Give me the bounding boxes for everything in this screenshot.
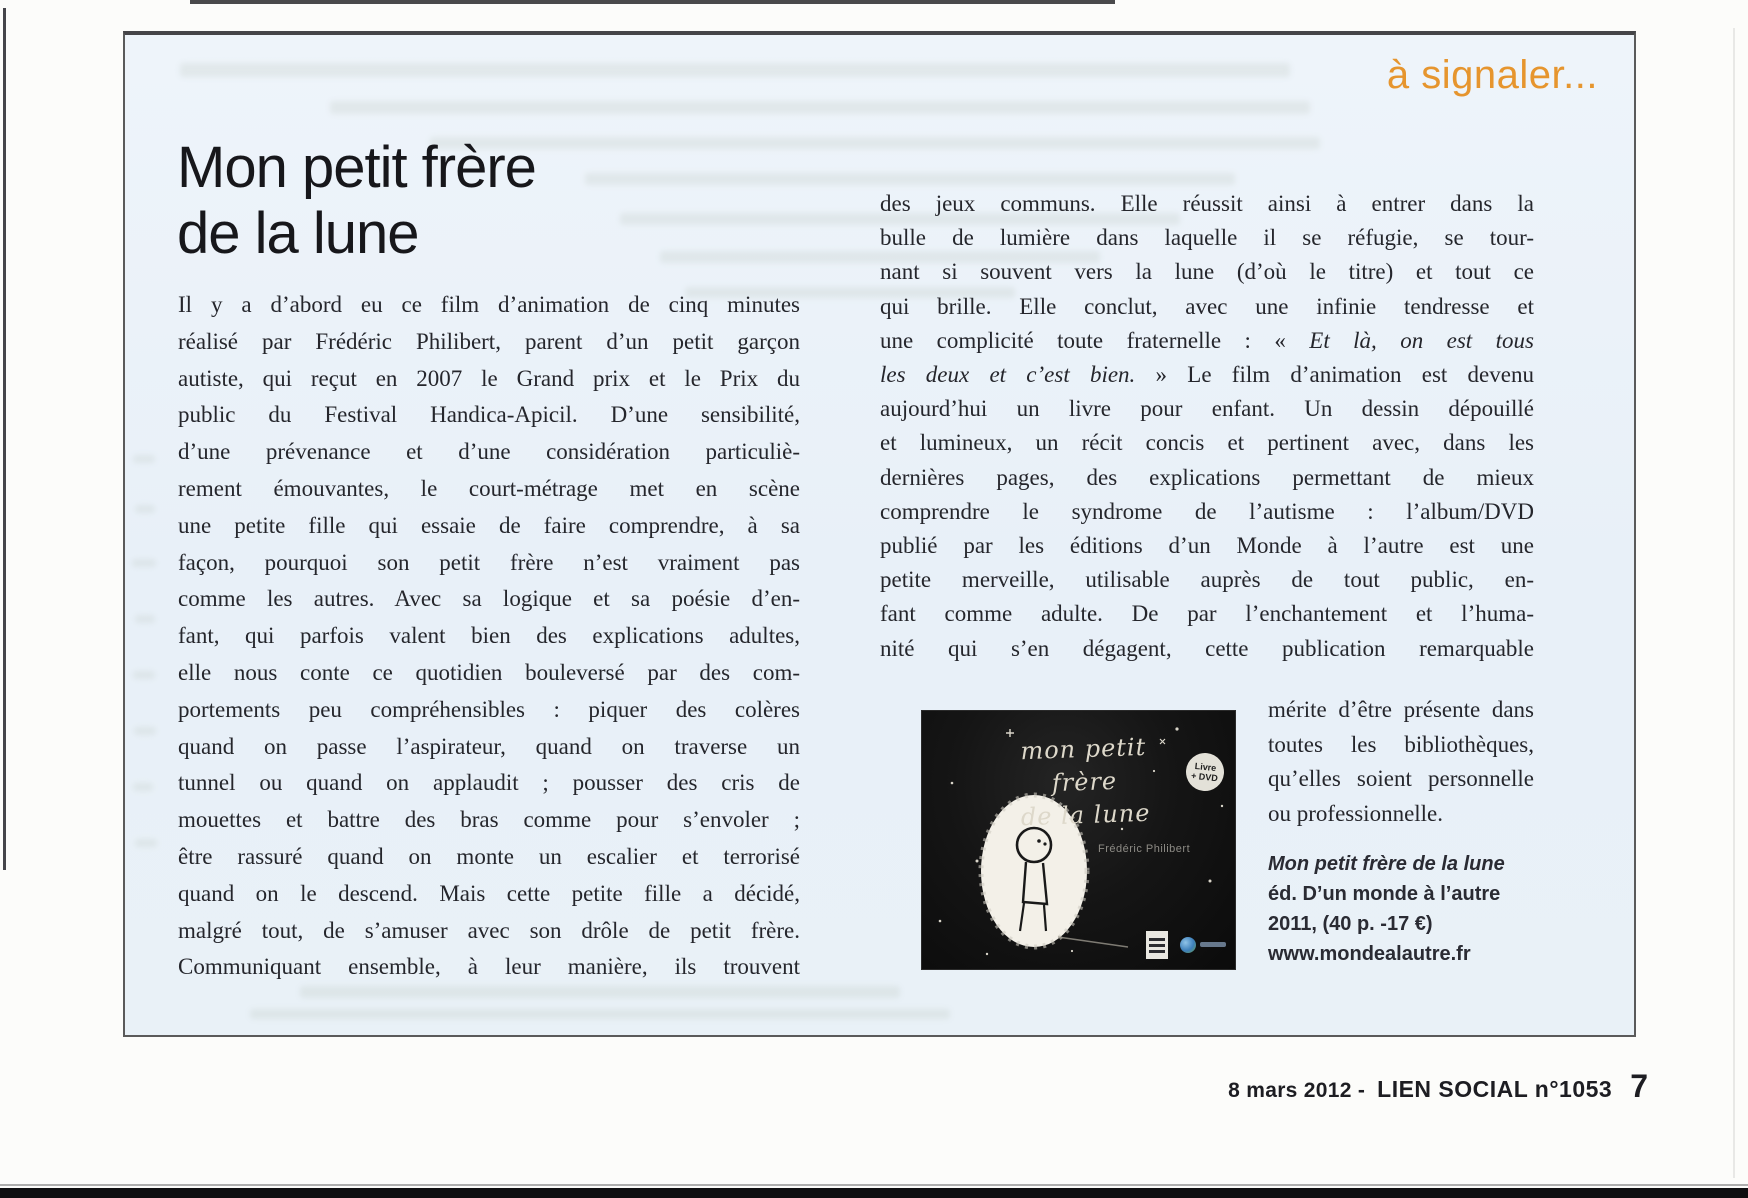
article-title xyxy=(177,135,536,267)
bleedthrough-artifact xyxy=(585,173,1235,185)
caption-year-pages-price: 2011, (40 p. -17 €) xyxy=(1268,913,1433,935)
text-line: des jeux communs. Elle réussit ainsi à entrer dans la xyxy=(880,191,1534,216)
publisher-logo-icon xyxy=(1146,931,1168,959)
text-line: publié par les éditions d’un Monde à l’autre est une xyxy=(880,533,1534,559)
text-line: réalisé par Frédéric Philibert, parent d’un petit garçon xyxy=(178,328,800,354)
text-line: mérite d’être présente dans xyxy=(1268,697,1534,722)
article-right-column xyxy=(880,187,1534,666)
text-line: petite merveille, utilisable auprès de tout public, en- xyxy=(880,567,1534,593)
text-line: et lumineux, un récit concis et pertinent avec, dans les xyxy=(880,430,1534,456)
caption-publisher: éd. D’un monde à l’autre xyxy=(1268,883,1501,905)
footer-page-number: 7 xyxy=(1630,1068,1648,1104)
scan-bottom-bar xyxy=(0,1188,1748,1198)
bleedthrough-artifact xyxy=(135,615,155,623)
text-line: qu’elles soient personnelle xyxy=(1268,766,1534,791)
scan-edge-artifact xyxy=(190,0,1115,4)
cover-author: Frédéric Philibert xyxy=(1098,843,1191,855)
text-line: ou professionnelle. xyxy=(1268,800,1444,826)
caption-book-title: Mon petit frère de la lune xyxy=(1268,853,1505,875)
text-line: comprendre le syndrome de l’autisme : l’album/DVD xyxy=(880,498,1534,524)
text-line: dernières pages, des explications permettant de mieux xyxy=(880,464,1534,490)
bleedthrough-artifact xyxy=(133,783,153,791)
footer-date: 8 mars 2012 - xyxy=(1228,1079,1366,1102)
text-line: malgré tout, de s’amuser avec son drôle de petit frère. xyxy=(178,917,800,943)
bleedthrough-artifact xyxy=(330,101,1310,114)
text-line: façon, pourquoi son petit frère n’est vraiment pas xyxy=(178,549,800,575)
text-line: public du Festival Handica-Apicil. D’une sensibilité, xyxy=(178,402,800,428)
bleedthrough-artifact xyxy=(300,986,900,998)
text-line: mouettes et battre des bras comme pour s’envoler ; xyxy=(178,807,800,833)
scan-edge-artifact xyxy=(1733,28,1735,1178)
text-line: comme les autres. Avec sa logique et sa poésie d’en- xyxy=(178,586,800,612)
bleedthrough-artifact xyxy=(135,839,157,847)
bleedthrough-artifact xyxy=(133,671,155,679)
text-line: Il y a d’abord eu ce film d’animation de cinq minutes xyxy=(178,292,800,317)
text-line: portements peu compréhensibles : piquer des colères xyxy=(178,696,800,722)
text-line: toutes les bibliothèques, xyxy=(1268,731,1534,757)
bleedthrough-artifact xyxy=(430,137,1320,149)
text-line: nant si souvent vers la lune (d’où le titre) et tout ce xyxy=(880,259,1534,285)
page-footer xyxy=(1228,1068,1648,1105)
cover-title xyxy=(990,730,1178,835)
text-line: aujourd’hui un livre pour enfant. Un dessin dépouillé xyxy=(880,396,1534,422)
cover-title-line1: mon petit frère xyxy=(1019,732,1147,798)
bleedthrough-artifact xyxy=(180,63,1290,77)
bleedthrough-artifact xyxy=(134,727,156,735)
text-line: une complicité toute fraternelle : « Et là, on est tous xyxy=(880,327,1534,353)
cover-title-line2: de la lune xyxy=(1020,798,1151,832)
article-left-column xyxy=(178,287,800,986)
scan-edge-artifact xyxy=(0,1184,1748,1186)
text-line: les deux et c’est bien. » Le film d’animation est devenu xyxy=(880,362,1534,388)
dvd-partner-logo-icon xyxy=(1180,937,1196,953)
text-line: Communiquant ensemble, à leur manière, ils trouvent xyxy=(178,954,800,980)
caption-website: www.mondealautre.fr xyxy=(1268,943,1471,965)
scan-edge-artifact xyxy=(3,8,6,870)
text-line: fant, qui parfois valent bien des explications adultes, xyxy=(178,623,800,649)
bleedthrough-artifact xyxy=(133,455,155,463)
partner-logo-text-artifact xyxy=(1200,942,1226,947)
text-line: fant comme adulte. De par l’enchantement et l’huma- xyxy=(880,601,1534,627)
book-reference-caption xyxy=(1268,849,1548,969)
badge-line2: + DVD xyxy=(1190,770,1219,784)
text-line: tunnel ou quand on applaudit ; pousser des cris de xyxy=(178,770,800,796)
text-line: qui brille. Elle conclut, avec une infinie tendresse et xyxy=(880,293,1534,319)
text-line: quand on le descend. Mais cette petite fille a décidé, xyxy=(178,880,800,906)
book-cover-image xyxy=(922,711,1235,969)
text-line: rement émouvantes, le court-métrage met en scène xyxy=(178,475,800,501)
bleedthrough-artifact xyxy=(135,505,155,513)
text-line: être rassuré quand on monte un escalier et terrorisé xyxy=(178,843,800,869)
text-line: une petite fille qui essaie de faire comprendre, à sa xyxy=(178,512,800,538)
text-line: nité qui s’en dégagent, cette publication remarquable xyxy=(880,635,1534,661)
article-title-line2: de la lune xyxy=(177,201,419,266)
badge-line1: Livre xyxy=(1194,760,1217,774)
text-line: autiste, qui reçut en 2007 le Grand prix et le Prix du xyxy=(178,365,800,391)
article-title-line1: Mon petit frère xyxy=(177,135,536,200)
text-line: bulle de lumière dans laquelle il se réfugie, se tour- xyxy=(880,225,1534,251)
article-wrap-column xyxy=(1268,693,1534,831)
section-label: à signaler... xyxy=(1386,53,1598,97)
text-line: elle nous conte ce quotidien bouleversé par des com- xyxy=(178,659,800,685)
bleedthrough-artifact xyxy=(250,1009,950,1019)
text-line: quand on passe l’aspirateur, quand on traverse un xyxy=(178,733,800,759)
text-line: d’une prévenance et d’une considération particuliè- xyxy=(178,439,800,465)
footer-brand: LIEN SOCIAL n°1053 xyxy=(1377,1076,1613,1102)
bleedthrough-artifact xyxy=(132,559,156,567)
article-box xyxy=(123,31,1636,1037)
